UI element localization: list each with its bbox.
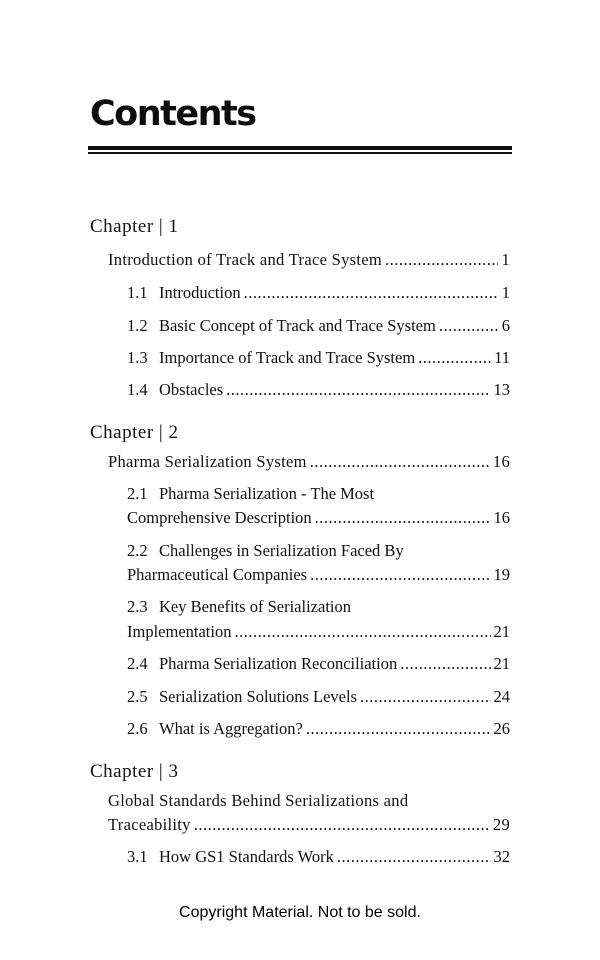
toc-leader-dots	[306, 717, 491, 741]
toc-entry-2-2[interactable]	[127, 563, 510, 587]
toc-page-number: 1	[501, 250, 510, 269]
chapter-1-label: Chapter | 1	[90, 216, 179, 237]
toc-page-number: 24	[493, 687, 510, 706]
toc-page-number: 32	[493, 847, 510, 866]
toc-page-number: 21	[493, 654, 510, 673]
toc-leader-dots	[418, 346, 491, 370]
toc-leader-dots	[439, 314, 499, 338]
toc-entry-title: 1.4 Obstacles	[127, 380, 224, 399]
toc-leader-dots	[310, 563, 490, 587]
toc-entry-title: 1.1 Introduction	[127, 283, 241, 302]
copyright-footer: Copyright Material. Not to be sold.	[179, 904, 421, 921]
toc-entry-chapter-3[interactable]	[108, 813, 510, 837]
toc-page-number: 26	[493, 719, 510, 738]
toc-leader-dots	[360, 685, 491, 709]
toc-leader-dots	[226, 378, 490, 402]
toc-entry-title: 3.1 How GS1 Standards Work	[127, 847, 334, 866]
toc-entry-chapter-1[interactable]	[108, 248, 510, 272]
toc-entry-2-3-line1[interactable]: 2.3 Key Benefits of Serialization	[127, 597, 351, 616]
toc-entry-title: 2.6 What is Aggregation?	[127, 719, 303, 738]
toc-leader-dots	[315, 506, 491, 530]
heading-rule-thin	[88, 152, 512, 154]
toc-entry-1-1[interactable]	[127, 281, 510, 305]
toc-page-number: 16	[493, 508, 510, 527]
toc-entry-1-4[interactable]	[127, 378, 510, 402]
toc-entry-title: 2.5 Serialization Solutions Levels	[127, 687, 357, 706]
toc-entry-2-1-line1[interactable]: 2.1 Pharma Serialization - The Most	[127, 484, 375, 503]
toc-page-number: 29	[492, 815, 510, 834]
toc-leader-dots	[310, 450, 490, 474]
toc-entry-2-4[interactable]	[127, 652, 510, 676]
toc-entry-3-1[interactable]	[127, 845, 510, 869]
toc-leader-dots	[337, 845, 491, 869]
toc-leader-dots	[194, 813, 490, 837]
toc-entry-2-3[interactable]	[127, 620, 510, 644]
toc-entry-1-3[interactable]	[127, 346, 510, 370]
chapter-2-label: Chapter | 2	[90, 422, 179, 443]
toc-page-number: 13	[493, 380, 510, 399]
toc-leader-dots	[244, 281, 499, 305]
toc-entry-title: 1.3 Importance of Track and Trace System	[127, 348, 416, 367]
toc-entry-title: Pharmaceutical Companies	[127, 565, 308, 584]
toc-entry-chapter-3-line1[interactable]: Global Standards Behind Serializations and	[108, 791, 409, 810]
toc-entry-1-2[interactable]	[127, 314, 510, 338]
toc-page-number: 19	[493, 565, 510, 584]
toc-page-number: 21	[493, 622, 510, 641]
toc-entry-2-6[interactable]	[127, 717, 510, 741]
toc-entry-title: Pharma Serialization System	[108, 452, 307, 471]
chapter-3-label: Chapter | 3	[90, 761, 179, 782]
toc-entry-title: 2.4 Pharma Serialization Reconciliation	[127, 654, 398, 673]
toc-entry-2-1[interactable]	[127, 506, 510, 530]
page-title: Contents	[90, 94, 256, 134]
toc-entry-title: 1.2 Basic Concept of Track and Trace System	[127, 316, 436, 335]
toc-page-number: 11	[494, 348, 510, 367]
toc-entry-2-2-line1[interactable]: 2.2 Challenges in Serialization Faced By	[127, 541, 404, 560]
toc-entry-title: Traceability	[108, 815, 191, 834]
toc-leader-dots	[385, 248, 498, 272]
heading-rule-thick	[88, 146, 512, 150]
toc-entry-title: Comprehensive Description	[127, 508, 312, 527]
toc-leader-dots	[234, 620, 490, 644]
toc-entry-chapter-2[interactable]	[108, 450, 510, 474]
toc-leader-dots	[400, 652, 490, 676]
toc-entry-2-5[interactable]	[127, 685, 510, 709]
toc-page-number: 6	[501, 316, 510, 335]
toc-page-number: 1	[501, 283, 510, 302]
toc-page-number: 16	[492, 452, 510, 471]
toc-entry-title: Introduction of Track and Trace System	[108, 250, 383, 269]
toc-entry-title: Implementation	[127, 622, 232, 641]
